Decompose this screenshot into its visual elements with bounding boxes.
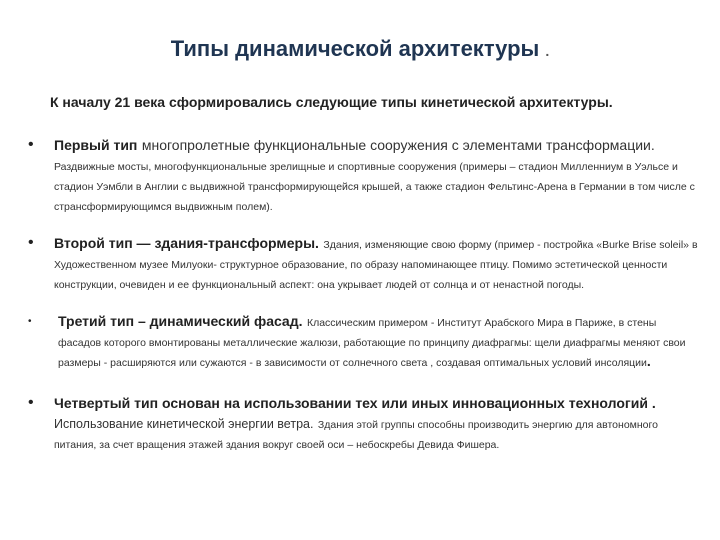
bullet-icon: • (28, 394, 34, 411)
slide-title-suffix: . (545, 43, 550, 59)
item-head: Третий тип – динамический фасад. (58, 313, 303, 329)
list-item-content (54, 234, 700, 294)
bullet-icon: • (28, 316, 32, 327)
list-item (28, 234, 700, 294)
item-subhead: Использование кинетической энергии ветра. (54, 417, 314, 431)
item-description: Здания этой группы способны производить энергию для автономного питания, за счет вращения этажей здания вокруг своей оси – небоскребы Девида Фишера. (54, 419, 658, 451)
list-item-content (58, 312, 700, 372)
slide-title-text: Типы динамической архитектуры (170, 36, 540, 61)
item-head-rest: многопролетные функциональные сооружения с элементами трансформации. (141, 137, 655, 153)
list-item-content (54, 394, 700, 454)
item-description: Раздвижные мосты, многофункциональные зрелищные и спортивные сооружения (примеры – стадион Милленниум в Уэльсе и стадион Уэмбли в Англии с выдвижной трансформирующейся крышей, а также стадион Фельтинс-Арена в Германии в том числе с странсформирующимся выдвижным полем). (54, 161, 695, 213)
item-description-end: . (646, 353, 651, 369)
list-item (28, 136, 700, 216)
bullet-icon: • (28, 136, 34, 153)
item-description: Здания, изменяющие свою форму (пример - постройка «Burke Brise soleil» в Художественном музее Милуоки- структурное образование, по образу напоминающее птицу. Помимо эстетической ценности конструкции, очевиден и ее функциональный аспект: она укрывает людей от солнца и от ненастной погоды. (54, 239, 698, 291)
item-head: Второй тип — здания-трансформеры. (54, 235, 319, 251)
list-item (28, 312, 700, 372)
item-head: Четвертый тип основан на использовании тех или иных инновационных технологий . (54, 395, 656, 411)
list-item-content (54, 136, 700, 216)
item-description: Классическим примером - Институт Арабского Мира в Париже, в стены фасадов которого вмонтированы металлические жалюзи, работающие по принципу диафрагмы: щели диафрагмы меняют свои размеры - расширяются или сужаются - в зависимости от солнечного света , создавая оптимальных условий инсоляции (58, 317, 686, 369)
bullet-icon: • (28, 234, 34, 251)
slide-title (0, 36, 720, 62)
intro-text: К началу 21 века сформировались следующие типы кинетической архитектуры. (50, 94, 613, 110)
list-item (28, 394, 700, 454)
item-head: Первый тип (54, 137, 138, 153)
